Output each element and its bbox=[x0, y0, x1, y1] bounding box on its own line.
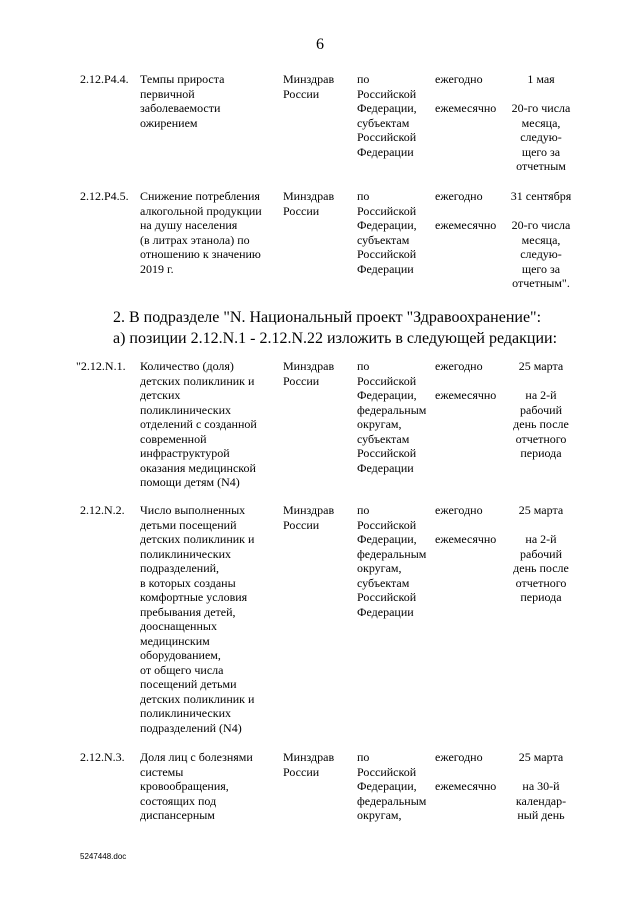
indicator-name bbox=[140, 750, 275, 823]
periodicity bbox=[435, 359, 505, 403]
paragraph-subsection: 2. В подразделе "N. Национальный проект "Здравоохранение": bbox=[113, 309, 542, 326]
text-line: ежемесячно bbox=[435, 532, 497, 546]
text-line: детских поликлиник и bbox=[140, 532, 255, 546]
responsible-org bbox=[283, 72, 353, 101]
responsible-org bbox=[283, 750, 353, 779]
text-line: детьми посещений bbox=[140, 517, 237, 532]
line-gap bbox=[500, 204, 582, 219]
text-line: в которых созданы bbox=[140, 575, 236, 590]
text-line: Доля лиц с болезнями bbox=[140, 750, 253, 764]
text-line: подразделений (N4) bbox=[140, 720, 242, 735]
periodicity bbox=[435, 750, 505, 794]
text-line: Снижение потребления bbox=[140, 189, 260, 203]
text-line: Федерации bbox=[357, 460, 414, 475]
text-line: федеральным bbox=[357, 402, 427, 417]
text-line: ный день bbox=[517, 808, 565, 822]
text-line: календар- bbox=[515, 793, 567, 808]
text-line: Федерации, bbox=[357, 388, 417, 402]
deadline bbox=[500, 359, 582, 461]
text-line: Федерации bbox=[357, 261, 414, 276]
text-line: отделений с созданной bbox=[140, 417, 257, 431]
text-line: Число выполненных bbox=[140, 503, 246, 517]
text-line: комфортные условия bbox=[140, 590, 248, 604]
periodicity bbox=[435, 72, 505, 116]
text-line: по bbox=[357, 750, 370, 764]
text-line: отчетным". bbox=[512, 276, 570, 290]
text-line: ежегодно bbox=[435, 189, 483, 203]
text-line: округам, bbox=[357, 417, 402, 431]
text-line: следую- bbox=[520, 130, 562, 144]
text-line: поликлинических bbox=[140, 546, 231, 561]
text-line: инфраструктурой bbox=[140, 446, 230, 460]
indicator-name bbox=[140, 359, 275, 490]
text-line: по bbox=[357, 359, 370, 373]
text-line: Федерации bbox=[357, 144, 414, 159]
text-line: поликлинических bbox=[140, 402, 231, 417]
line-gap bbox=[435, 204, 505, 219]
text-line: по bbox=[357, 503, 370, 517]
text-line: Федерации, bbox=[357, 101, 417, 115]
text-line: субъектам bbox=[357, 115, 410, 130]
text-line: месяца, bbox=[521, 232, 561, 247]
aggregation-level bbox=[357, 189, 435, 276]
text-line: 25 марта bbox=[518, 359, 564, 373]
line-gap bbox=[435, 87, 505, 102]
aggregation-level bbox=[357, 72, 435, 159]
text-line: подразделений, bbox=[140, 561, 220, 575]
text-line: современной bbox=[140, 431, 207, 446]
text-line: заболеваемости bbox=[140, 101, 221, 115]
text-line: посещений детьми bbox=[140, 677, 237, 691]
line-gap bbox=[500, 374, 582, 389]
text-line: щего за bbox=[521, 144, 561, 159]
text-line: округам, bbox=[357, 561, 402, 575]
text-line: Российской bbox=[357, 373, 417, 388]
responsible-org bbox=[283, 503, 353, 532]
text-line: оказания медицинской bbox=[140, 460, 256, 475]
line-gap bbox=[435, 518, 505, 533]
text-line: России bbox=[283, 764, 320, 779]
text-line: 1 мая bbox=[527, 72, 555, 86]
text-line: России bbox=[283, 86, 320, 101]
text-line: день после bbox=[513, 561, 569, 575]
text-line: отношению к значению bbox=[140, 247, 261, 261]
row-code: 2.12.Р4.4. bbox=[80, 72, 129, 86]
text-line: России bbox=[283, 517, 320, 532]
text-line: федеральным bbox=[357, 793, 427, 808]
deadline bbox=[500, 503, 582, 605]
text-line: субъектам bbox=[357, 575, 410, 590]
document-footer-id: 5247448.doc bbox=[80, 852, 127, 861]
text-line: Минздрав bbox=[283, 750, 335, 764]
text-line: на 2-й bbox=[525, 388, 557, 402]
aggregation-level bbox=[357, 503, 435, 619]
text-line: округам, bbox=[357, 808, 402, 822]
text-line: от общего числа bbox=[140, 662, 224, 677]
aggregation-level bbox=[357, 359, 435, 475]
text-line: щего за bbox=[521, 261, 561, 276]
text-line: ежемесячно bbox=[435, 779, 497, 793]
text-line: 25 марта bbox=[518, 503, 564, 517]
page-number: 6 bbox=[316, 36, 324, 53]
text-line: детских bbox=[140, 388, 181, 402]
text-line: отчетным bbox=[516, 159, 566, 173]
text-line: месяца, bbox=[521, 115, 561, 130]
text-line: Российской bbox=[357, 446, 417, 460]
text-line: Российской bbox=[357, 130, 417, 144]
text-line: Темпы прироста bbox=[140, 72, 225, 86]
text-line: рабочий bbox=[520, 546, 562, 561]
responsible-org bbox=[283, 359, 353, 388]
text-line: Российской bbox=[357, 517, 417, 532]
text-line: по bbox=[357, 72, 370, 86]
text-line: ежемесячно bbox=[435, 388, 497, 402]
text-line: (в литрах этанола) по bbox=[140, 232, 250, 247]
text-line: кровообращения, bbox=[140, 779, 229, 793]
deadline bbox=[500, 72, 582, 174]
text-line: ежемесячно bbox=[435, 218, 497, 232]
text-line: ежемесячно bbox=[435, 101, 497, 115]
deadline bbox=[500, 750, 582, 823]
line-gap bbox=[500, 765, 582, 780]
text-line: Российской bbox=[357, 203, 417, 218]
row-code: 2.12.N.2. bbox=[80, 503, 125, 517]
text-line: системы bbox=[140, 764, 184, 779]
text-line: на 30-й bbox=[522, 779, 560, 793]
text-line: день после bbox=[513, 417, 569, 431]
text-line: Федерации, bbox=[357, 532, 417, 546]
text-line: помощи детям (N4) bbox=[140, 475, 240, 489]
text-line: диспансерным bbox=[140, 808, 215, 822]
text-line: отчетного bbox=[515, 575, 567, 590]
row-code: "2.12.N.1. bbox=[76, 359, 126, 373]
row-code: 2.12.Р4.5. bbox=[80, 189, 129, 203]
text-line: субъектам bbox=[357, 431, 410, 446]
text-line: Российской bbox=[357, 86, 417, 101]
text-line: алкогольной продукции bbox=[140, 203, 262, 218]
text-line: оборудованием, bbox=[140, 648, 221, 662]
text-line: ежегодно bbox=[435, 750, 483, 764]
periodicity bbox=[435, 189, 505, 233]
paragraph-items: а) позиции 2.12.N.1 - 2.12.N.22 изложить в следующей редакции: bbox=[113, 330, 558, 347]
text-line: ежегодно bbox=[435, 503, 483, 517]
text-line: 20-го числа bbox=[511, 218, 571, 232]
indicator-name bbox=[140, 503, 275, 735]
text-line: ожирением bbox=[140, 115, 198, 130]
text-line: России bbox=[283, 203, 320, 218]
text-line: на 2-й bbox=[525, 532, 557, 546]
text-line: первичной bbox=[140, 86, 195, 101]
text-line: поликлинических bbox=[140, 706, 231, 720]
text-line: Количество (доля) bbox=[140, 359, 234, 373]
text-line: федеральным bbox=[357, 546, 427, 561]
text-line: следую- bbox=[520, 247, 562, 261]
text-line: 20-го числа bbox=[511, 101, 571, 115]
line-gap bbox=[435, 374, 505, 389]
text-line: Федерации, bbox=[357, 779, 417, 793]
text-line: детских поликлиник и bbox=[140, 691, 255, 706]
aggregation-level bbox=[357, 750, 435, 823]
text-line: 31 сентября bbox=[510, 189, 572, 203]
indicator-name bbox=[140, 189, 275, 276]
text-line: на душу населения bbox=[140, 218, 238, 232]
text-line: периода bbox=[520, 590, 562, 604]
text-line: Российской bbox=[357, 590, 417, 604]
text-line: периода bbox=[520, 446, 562, 460]
text-line: Минздрав bbox=[283, 503, 335, 517]
text-line: субъектам bbox=[357, 232, 410, 247]
text-line: по bbox=[357, 189, 370, 203]
text-line: Российской bbox=[357, 764, 417, 779]
text-line: отчетного bbox=[515, 431, 567, 446]
text-line: Минздрав bbox=[283, 72, 335, 86]
text-line: ежегодно bbox=[435, 359, 483, 373]
indicator-name bbox=[140, 72, 275, 130]
line-gap bbox=[435, 765, 505, 780]
text-line: Минздрав bbox=[283, 189, 335, 203]
text-line: Федерации bbox=[357, 604, 414, 619]
responsible-org bbox=[283, 189, 353, 218]
text-line: 25 марта bbox=[518, 750, 564, 764]
deadline bbox=[500, 189, 582, 291]
text-line: 2019 г. bbox=[140, 261, 174, 276]
text-line: Федерации, bbox=[357, 218, 417, 232]
text-line: пребывания детей, bbox=[140, 604, 236, 619]
text-line: Минздрав bbox=[283, 359, 335, 373]
row-code: 2.12.N.3. bbox=[80, 750, 125, 764]
text-line: рабочий bbox=[520, 402, 562, 417]
text-line: медицинским bbox=[140, 633, 210, 648]
text-line: России bbox=[283, 373, 320, 388]
text-line: детских поликлиник и bbox=[140, 373, 255, 388]
text-line: дооснащенных bbox=[140, 619, 217, 633]
line-gap bbox=[500, 87, 582, 102]
text-line: ежегодно bbox=[435, 72, 483, 86]
text-line: состоящих под bbox=[140, 793, 217, 808]
text-line: Российской bbox=[357, 247, 417, 261]
periodicity bbox=[435, 503, 505, 547]
line-gap bbox=[500, 518, 582, 533]
